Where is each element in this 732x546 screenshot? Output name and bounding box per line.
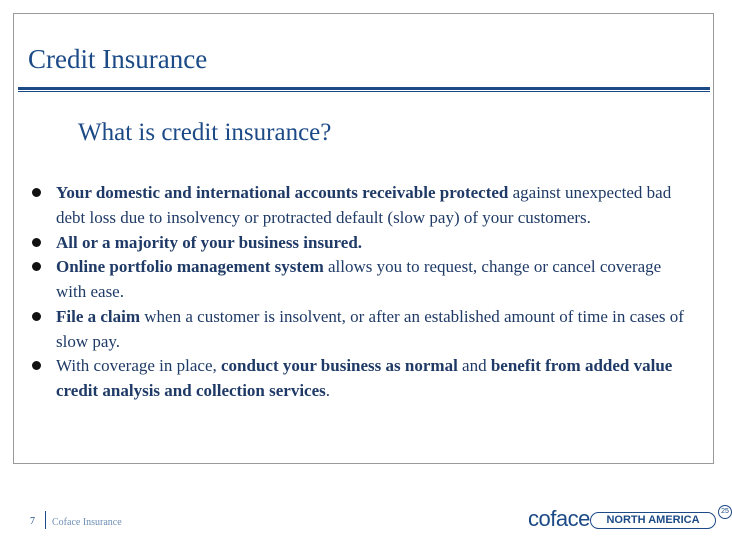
bullet-bold-lead: File a claim bbox=[56, 306, 141, 326]
bullet-list bbox=[30, 180, 690, 403]
bullet-dot-icon bbox=[32, 262, 41, 271]
bullet-bold-lead: Your domestic and international accounts receivable protected bbox=[56, 183, 509, 202]
bullet-dot-icon bbox=[32, 361, 41, 370]
bullet-bold: benefit from added value credit analysis and collection services bbox=[56, 356, 673, 400]
bullet-text: allows you to request, change or cancel coverage with ease. bbox=[56, 257, 662, 301]
bullet-dot-icon bbox=[32, 312, 41, 321]
title-rule bbox=[18, 87, 710, 90]
bullet-item bbox=[30, 254, 690, 304]
logo-region-badge: NORTH AMERICA bbox=[590, 512, 716, 529]
footer-divider bbox=[45, 511, 46, 529]
bullet-dot-icon bbox=[32, 188, 41, 197]
logo-anniversary-badge: 25 bbox=[718, 505, 732, 519]
page-number: 7 bbox=[30, 516, 35, 527]
footer-company: Coface Insurance bbox=[52, 517, 122, 528]
bullet-text: when a customer is insolvent, or after an established amount of time in cases of slow pay. bbox=[56, 306, 684, 351]
bullet-item bbox=[30, 230, 690, 255]
bullet-item bbox=[30, 353, 690, 403]
logo-wordmark: coface bbox=[528, 506, 590, 531]
bullet-bold-lead: All or a majority of your business insured. bbox=[56, 232, 363, 252]
bullet-dot-icon bbox=[32, 238, 41, 247]
bullet-text: . bbox=[325, 381, 331, 400]
bullet-text: With coverage in place, bbox=[56, 356, 221, 375]
title-rule-thin bbox=[18, 91, 710, 92]
bullet-item bbox=[30, 180, 690, 230]
bullet-text: and bbox=[457, 356, 491, 375]
slide-subtitle: What is credit insurance? bbox=[78, 119, 332, 146]
bullet-item bbox=[30, 304, 690, 354]
bullet-bold-lead: Online portfolio management system bbox=[56, 257, 324, 276]
slide-title: Credit Insurance bbox=[28, 44, 208, 74]
bullet-text: against unexpected bad debt loss due to insolvency or protracted default (slow pay) of your customers. bbox=[56, 183, 672, 227]
bullet-bold: conduct your business as normal bbox=[221, 356, 458, 375]
